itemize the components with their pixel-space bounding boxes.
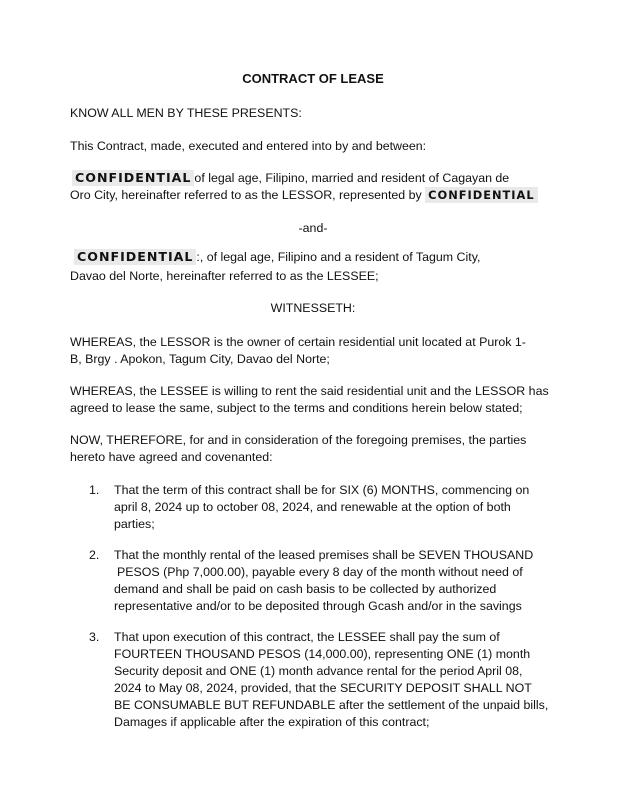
lessee-text-1: :, of legal age, Filipino and a resident of Tagum City,: [196, 250, 481, 264]
clause-1-number: 1.: [89, 483, 100, 497]
whereas-1-line-2: B, Brgy . Apokon, Tagum City, Davao del Norte;: [70, 352, 330, 366]
lessor-line-2: [70, 187, 538, 204]
clause-3-line-2: FOURTEEN THOUSAND PESOS (14,000.00), representing ONE (1) month: [114, 647, 531, 661]
clause-2-line-2: PESOS (Php 7,000.00), payable every 8 day of the month without need of: [117, 565, 523, 579]
witnesseth-heading: WITNESSETH:: [270, 301, 356, 315]
clause-3-line-3: Security deposit and ONE (1) month advance rental for the period April 08,: [114, 664, 523, 678]
clause-2-number: 2.: [89, 548, 100, 562]
clause-2-line-4: representative and/or to be deposited through Gcash and/or in the savings: [114, 599, 522, 613]
redaction-lessor: CONFIDENTIAL: [72, 170, 194, 186]
lessee-line-1: [74, 249, 480, 266]
clause-1-line-1: That the term of this contract shall be for SIX (6) MONTHS, commencing on: [114, 483, 530, 497]
whereas-1-line-1: WHEREAS, the LESSOR is the owner of certain residential unit located at Purok 1-: [70, 335, 526, 349]
now-therefore-line-1: NOW, THEREFORE, for and in consideration of the foregoing premises, the parties: [70, 433, 527, 447]
clause-3-number: 3.: [89, 630, 100, 644]
redaction-lessee: CONFIDENTIAL: [74, 249, 196, 265]
clause-2-line-3: demand and shall be paid on cash basis to be collected by authorized: [114, 582, 497, 596]
lessor-text-1: of legal age, Filipino, married and resident of Cagayan de: [194, 171, 510, 185]
whereas-2-line-1: WHEREAS, the LESSEE is willing to rent the said residential unit and the LESSOR has: [70, 384, 549, 398]
document-title: CONTRACT OF LEASE: [242, 71, 384, 86]
clause-2-line-1: That the monthly rental of the leased premises shall be SEVEN THOUSAND: [114, 548, 534, 562]
lessor-line-1: [72, 170, 509, 187]
lessor-text-2: Oro City, hereinafter referred to as the LESSOR, represented by: [70, 188, 422, 202]
lessee-line-2: Davao del Norte, hereinafter referred to as the LESSEE;: [70, 269, 379, 283]
redaction-representative: CONFIDENTIAL: [425, 187, 537, 203]
clause-3-line-4: 2024 to May 08, 2024, provided, that the SECURITY DEPOSIT SHALL NOT: [114, 681, 532, 695]
contract-line: This Contract, made, executed and entered into by and between:: [70, 139, 427, 153]
whereas-2-line-2: agreed to lease the same, subject to the terms and conditions herein below stated;: [70, 401, 523, 415]
clause-3-line-5: BE CONSUMABLE BUT REFUNDABLE after the settlement of the unpaid bills,: [114, 698, 549, 712]
intro-line: KNOW ALL MEN BY THESE PRESENTS:: [70, 106, 302, 120]
clause-1-line-3: parties;: [114, 517, 155, 531]
clause-3-line-1: That upon execution of this contract, the LESSEE shall pay the sum of: [114, 630, 500, 644]
clause-1-line-2: april 8, 2024 up to october 08, 2024, and renewable at the option of both: [114, 500, 511, 514]
now-therefore-line-2: hereto have agreed and covenanted:: [70, 450, 273, 464]
and-separator: -and-: [298, 221, 328, 235]
clause-3-line-6: Damages if applicable after the expiration of this contract;: [114, 715, 430, 729]
